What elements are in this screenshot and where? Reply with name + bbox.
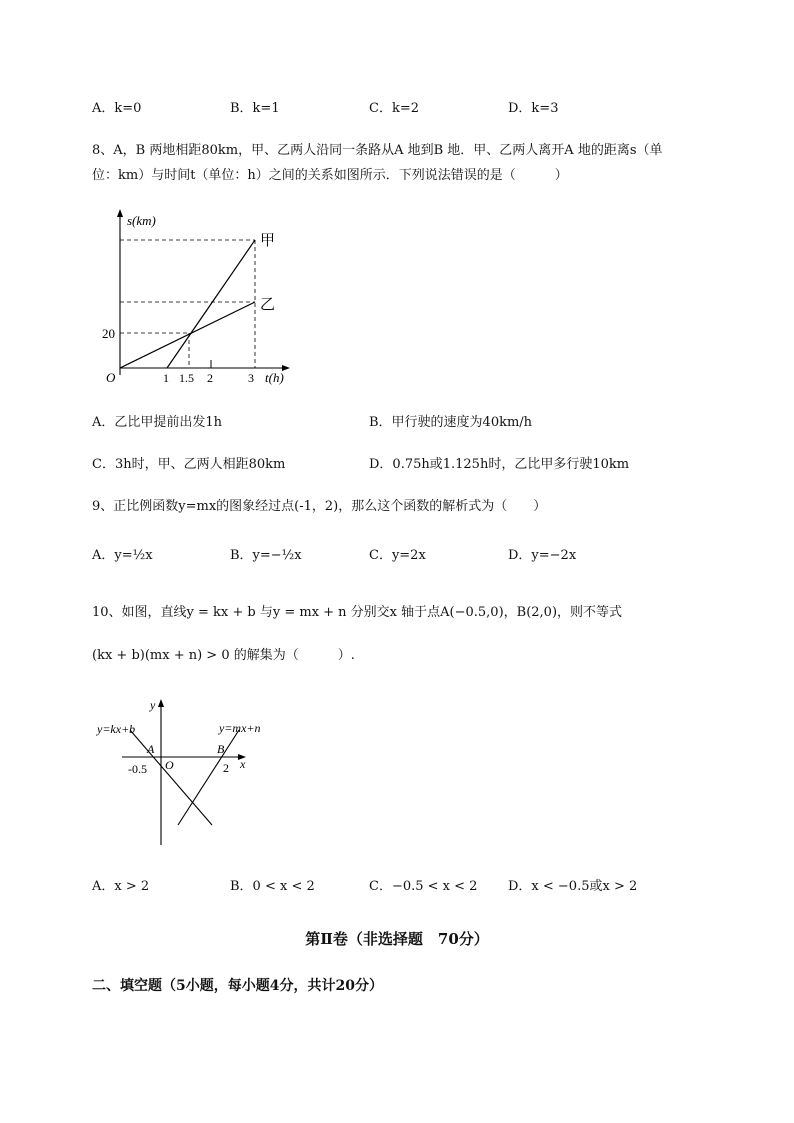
q8-option-c: C．3h时，甲、乙两人相距80km [92,457,286,472]
q7-option-b: B．k=1 [230,101,280,116]
q10-label-mx-n: y=mx+n [219,721,261,735]
q10-option-a: A．x > 2 [92,879,150,894]
q8-x-tick-3: 3 [248,371,254,385]
q10-line-kx-b [130,730,212,825]
q10-label-kx-b: y=kx+b [97,722,136,736]
q8-x-label: t(h) [265,370,284,385]
q8-line-jia [167,240,255,368]
q9-option-b: B．y=−½x [230,548,302,563]
fill-in-section-heading: 二、填空题（5小题，每小题4分，共计20分） [92,978,383,994]
q10-y-label: y [150,698,156,712]
q9-option-c: C．y=2x [369,548,426,563]
q8-line-yi [120,302,255,368]
q10-two-lines-graph [92,695,292,855]
q7-option-d: D．k=3 [508,101,559,116]
q10-y-axis-arrow [158,699,164,707]
q8-origin: O [106,370,116,385]
q8-distance-time-graph [100,205,300,390]
q10-option-c: C．−0.5 < x < 2 [369,879,478,894]
q7-option-a: A．k=0 [92,101,142,116]
q10-tick-a: -0.5 [128,762,147,776]
q8-option-a: A．乙比甲提前出发1h [92,415,223,430]
q10-x-label: x [240,757,246,771]
q8-x-tick-2-label: 2 [207,371,213,385]
q10-option-d: D．x < −0.5或x > 2 [508,879,638,894]
q10-origin: O [165,758,174,772]
q7-option-c: C．k=2 [369,101,419,116]
q9-stem: 9、正比例函数y=mx的图象经过点(-1，2)，那么这个函数的解析式为（ ） [92,499,547,514]
q8-option-d: D．0.75h或1.125h时，乙比甲多行驶10km [369,457,630,472]
q8-x-tick-1: 1 [163,371,169,385]
q8-label-jia: 甲 [260,233,276,249]
q10-line-mx-n [178,730,239,825]
q10-point-b: B [217,742,225,756]
q9-option-a: A．y=½x [92,548,153,563]
q8-y-axis-arrow [117,209,123,217]
q10-stem-line1: 10、如图，直线y = kx + b 与y = mx + n 分别交x 轴于点A(−0.5,0)，B(2,0)，则不等式 [92,605,623,620]
q9-option-d: D．y=−2x [508,548,577,563]
q8-y-tick-20: 20 [102,326,115,341]
q8-y-label: s(km) [127,213,156,228]
q10-option-b: B．0 < x < 2 [230,879,315,894]
q8-x-tick-15: 1.5 [179,371,194,385]
q8-option-b: B．甲行驶的速度为40km/h [369,415,533,430]
q10-point-a: A [147,742,155,756]
q10-stem-line2: (kx + b)(mx + n) > 0 的解集为（ ）. [92,648,355,663]
q10-tick-b: 2 [223,761,229,775]
part2-title: 第Ⅱ卷（非选择题 70分） [305,930,489,948]
q8-stem-line2: 位：km）与时间t（单位：h）之间的关系如图所示．下列说法错误的是（ ） [92,168,568,183]
q8-stem-line1: 8、A，B 两地相距80km，甲、乙两人沿同一条路从A 地到B 地．甲、乙两人离开A 地的距离s（单 [92,143,663,158]
q8-label-yi: 乙 [260,297,276,313]
